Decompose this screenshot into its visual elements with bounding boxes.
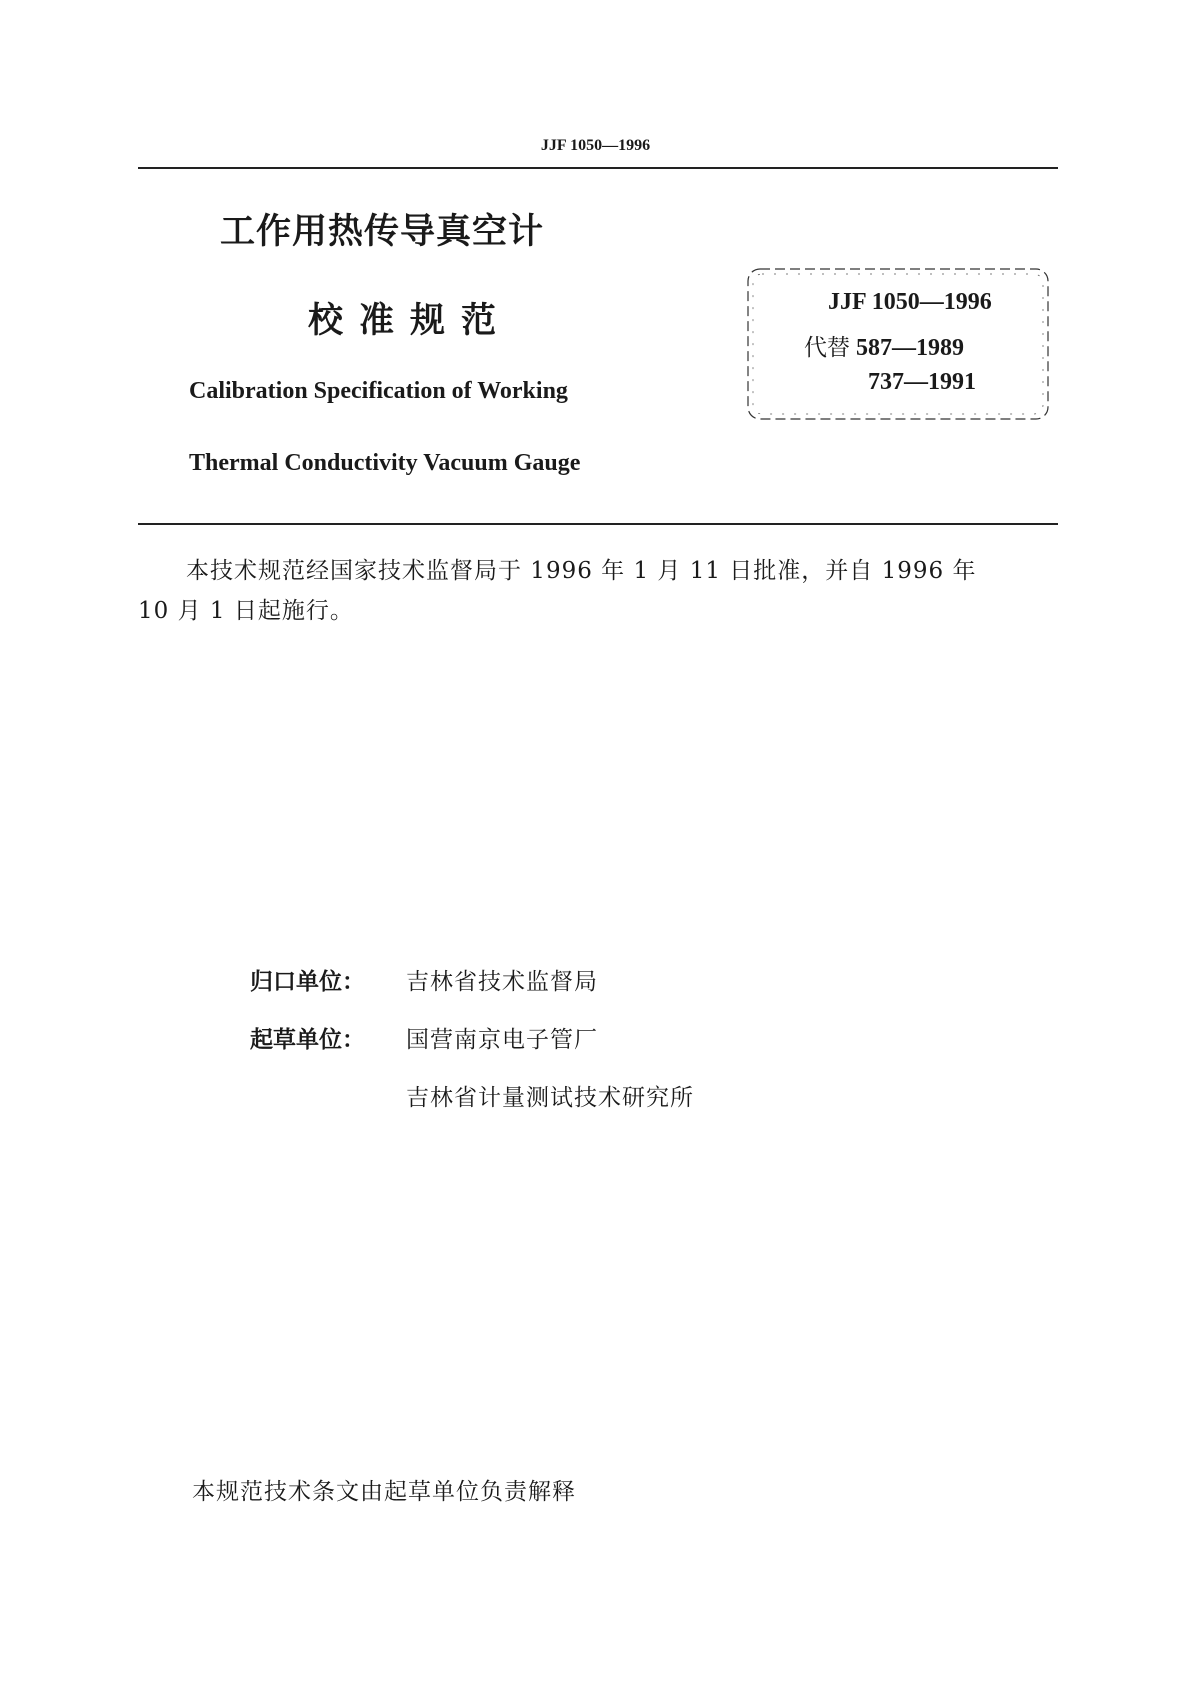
title-english-line-1: Calibration Specification of Working [189,378,568,404]
middle-divider [138,523,1058,525]
standard-code-box [744,265,1052,423]
title-english-line-2: Thermal Conductivity Vacuum Gauge [189,450,581,476]
approval-line-2: 10 月 1 日起施行。 [138,598,354,624]
subtitle-chinese: 校准规范 [308,301,513,341]
replaces-label: 代替 [804,335,850,361]
drafting-unit-value-1: 国营南京电子管厂 [406,1027,598,1053]
approval-line-1: 本技术规范经国家技术监督局于 1996 年 1 月 11 日批准，并自 1996 年 [186,558,977,584]
approval-statement [138,551,1058,631]
title-chinese: 工作用热传导真空计 [220,212,545,252]
responsible-unit-label: 归口单位： [250,969,365,995]
standard-code: JJF 1050—1996 [828,289,992,315]
drafting-unit-value-2: 吉林省计量测试技术研究所 [406,1085,694,1111]
top-divider [138,167,1058,169]
running-header: JJF 1050—1996 [540,137,651,154]
interpretation-note: 本规范技术条文由起草单位负责解释 [192,1479,576,1505]
replaces-code-1: 587—1989 [856,335,964,361]
replaces-code-2: 737—1991 [868,369,976,395]
drafting-unit-label: 起草单位： [250,1027,365,1053]
replaces-line-1 [804,329,964,362]
responsible-unit-value: 吉林省技术监督局 [406,969,598,995]
